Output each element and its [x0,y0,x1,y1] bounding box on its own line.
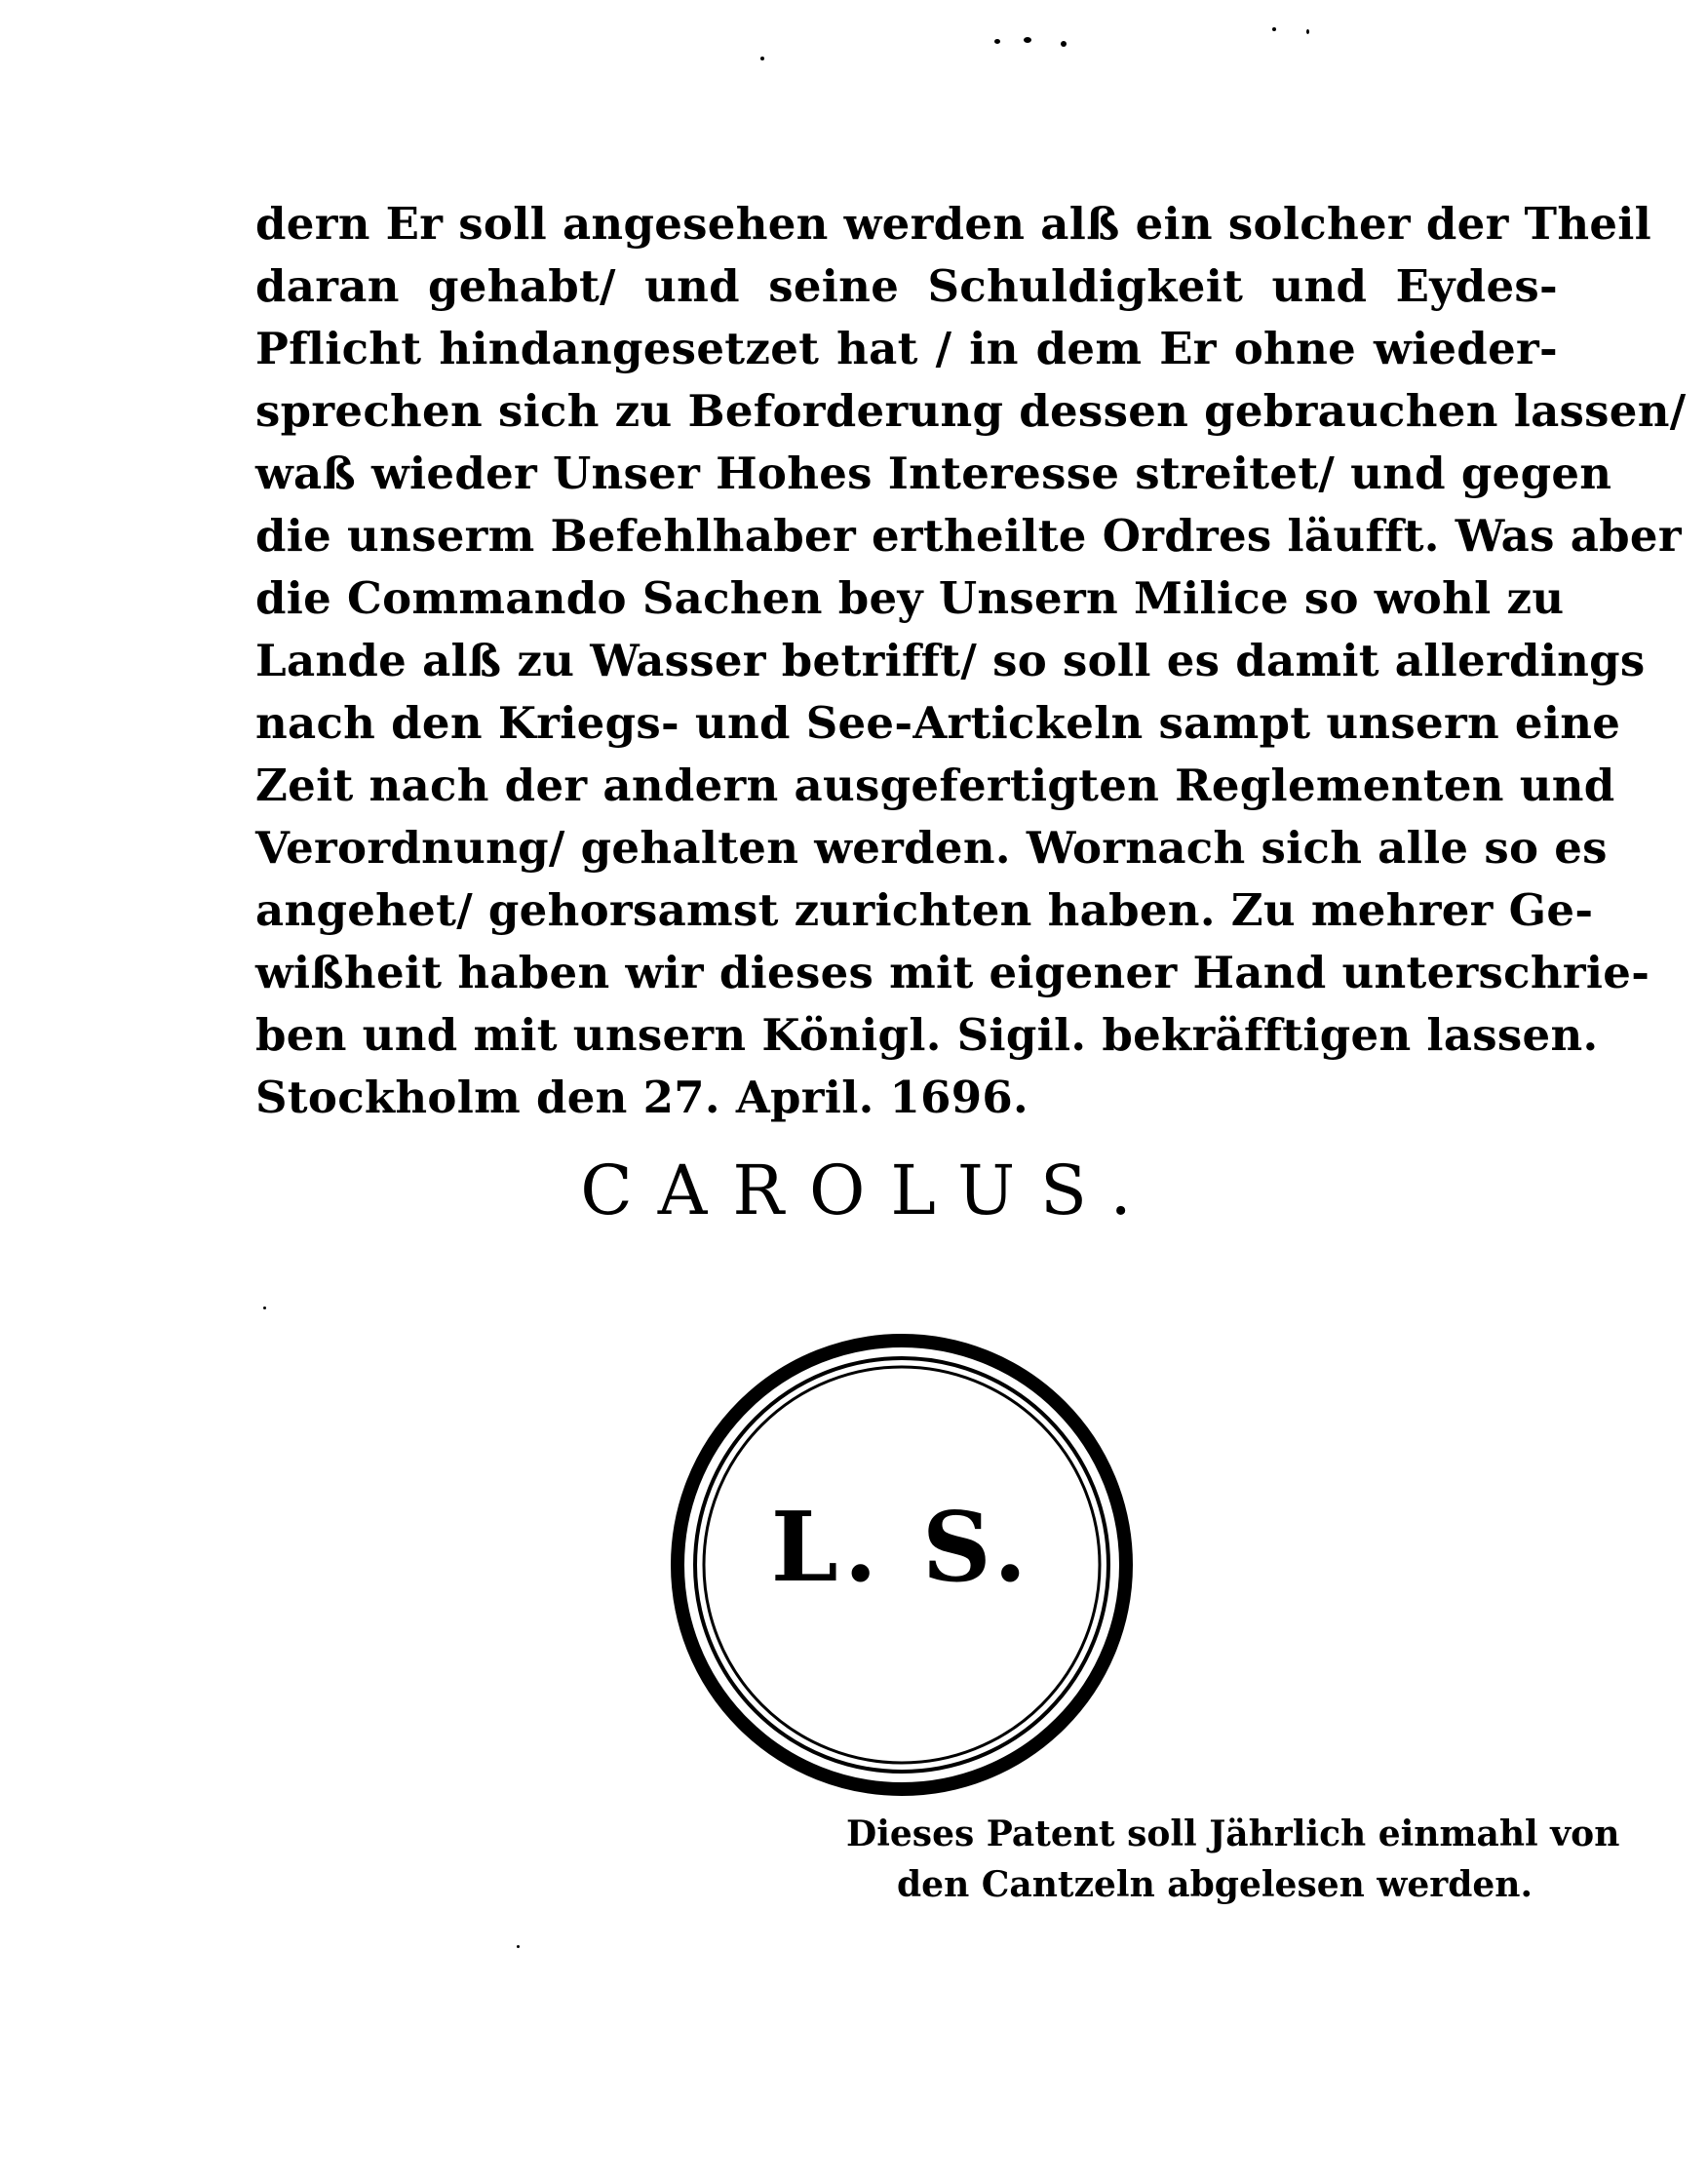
body-line: dern Er soll angesehen werden alß ein solcher der Theil [255,198,1652,250]
seal-text: L. S. [770,1492,1033,1604]
scan-speck [1272,27,1276,31]
body-line: waß wieder Unser Hohes Interesse streitet/ und gegen [255,448,1612,499]
scan-speck [1306,29,1309,34]
scan-speck [994,39,1000,44]
scan-speck [1061,41,1067,47]
footnote [846,1809,1620,1910]
body-line: Verordnung/ gehalten werden. Wornach sich alle so es [255,822,1608,874]
body-line: die Commando Sachen bey Unsern Milice so wohl zu [255,572,1565,624]
body-line: ben und mit unsern Königl. Sigil. bekräfftigen lassen. [255,1009,1599,1061]
body-line: die unserm Befehlhaber ertheilte Ordres läufft. Was aber [255,510,1682,562]
body-line: Lande alß zu Wasser betrifft/ so soll es damit allerdings [255,635,1646,686]
footnote-line: Dieses Patent soll Jährlich einmahl von [846,1814,1620,1854]
body-line: Zeit nach der andern ausgefertigten Reglementen und [255,760,1615,811]
body-line: nach den Kriegs- und See-Artickeln sampt unsern eine [255,697,1621,749]
scan-speck [760,57,764,60]
body-line: daran gehabt/ und seine Schuldigkeit und Eydes- [255,260,1558,312]
body-line: Pflicht hindangesetzet hat / in dem Er ohne wieder- [255,323,1558,374]
footnote-line: den Cantzeln abgelesen werden. [897,1864,1533,1905]
body-text [255,193,1687,1129]
body-line: sprechen sich zu Beforderung dessen gebrauchen lassen/ [255,385,1687,437]
scan-speck [517,1945,520,1948]
body-line-dateline: Stockholm den 27. April. 1696. [255,1072,1029,1123]
body-line: angehet/ gehorsamst zurichten haben. Zu mehrer Ge- [255,884,1594,936]
scan-speck [1024,37,1031,43]
body-line: wißheit haben wir dieses mit eigener Hand unterschrie- [255,947,1650,998]
signature: CAROLUS. [580,1150,1157,1230]
scan-speck [263,1306,266,1309]
